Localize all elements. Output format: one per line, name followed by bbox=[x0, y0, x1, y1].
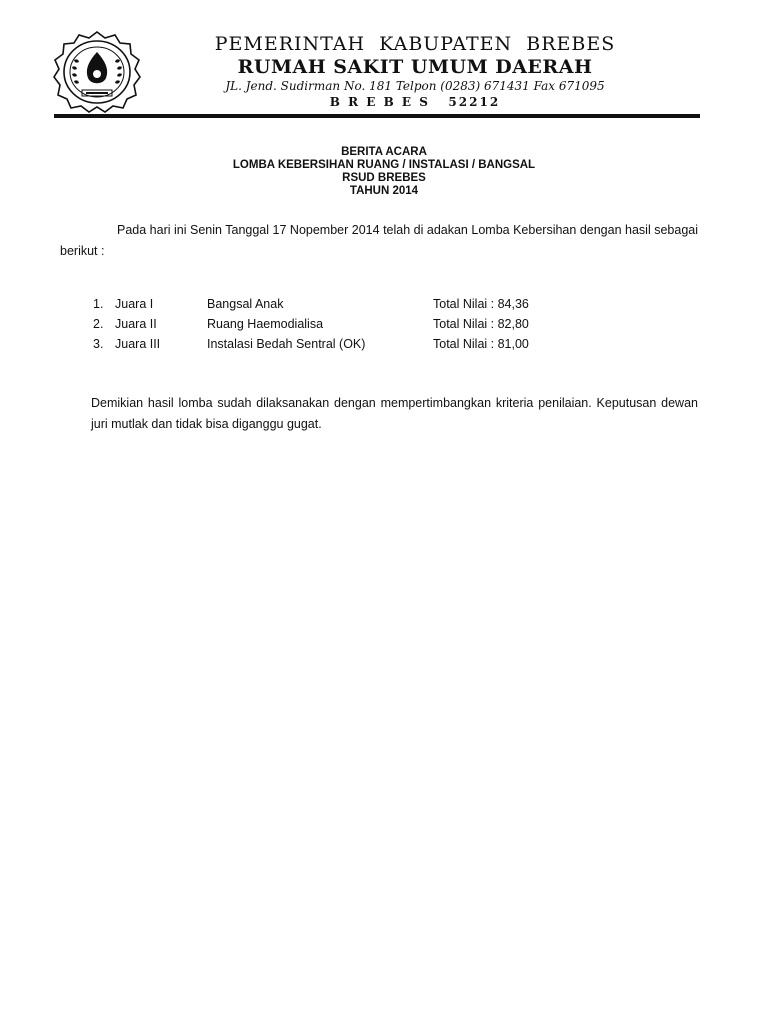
hospital-name: RUMAH SAKIT UMUM DAERAH bbox=[237, 56, 593, 78]
letterhead-text bbox=[160, 32, 670, 110]
result-score: Total Nilai : 81,00 bbox=[433, 337, 529, 351]
result-number: 2. bbox=[93, 317, 104, 331]
letterhead-divider bbox=[54, 114, 700, 118]
result-score: Total Nilai : 82,80 bbox=[433, 317, 529, 331]
document-title bbox=[0, 146, 768, 198]
result-rank: Juara II bbox=[115, 317, 157, 331]
results-list bbox=[93, 297, 653, 357]
result-rank: Juara III bbox=[115, 337, 161, 351]
title-line-4: TAHUN 2014 bbox=[349, 185, 419, 197]
government-name: PEMERINTAH KABUPATEN BREBES bbox=[214, 33, 616, 55]
title-line-2: LOMBA KEBERSIHAN RUANG / INSTALASI / BANGSAL bbox=[232, 159, 536, 171]
hospital-city: B R E B E S 52212 bbox=[329, 95, 501, 109]
result-place: Ruang Haemodialisa bbox=[207, 317, 324, 331]
title-line-1: BERITA ACARA bbox=[341, 146, 427, 158]
title-line-3: RSUD BREBES bbox=[342, 172, 426, 184]
result-number: 1. bbox=[93, 297, 104, 311]
result-rank: Juara I bbox=[115, 297, 154, 311]
result-number: 3. bbox=[93, 337, 104, 351]
closing-paragraph: Demikian hasil lomba sudah dilaksanakan dengan mempertimbangkan kriteria penilaian. Keputusan dewan juri mutlak dan tidak bisa diganggu gugat. bbox=[91, 396, 698, 431]
hospital-address: JL. Jend. Sudirman No. 181 Telpon (0283) 671431 Fax 671095 bbox=[225, 79, 605, 93]
letterhead bbox=[0, 0, 768, 120]
brebes-regency-emblem-icon bbox=[50, 30, 144, 114]
result-place: Instalasi Bedah Sentral (OK) bbox=[207, 337, 366, 351]
intro-paragraph: Pada hari ini Senin Tanggal 17 Nopember 2014 telah di adakan Lomba Kebersihan dengan hasil sebagai berikut : bbox=[60, 223, 698, 258]
result-place: Bangsal Anak bbox=[207, 297, 284, 311]
list-item bbox=[93, 317, 653, 337]
list-item bbox=[93, 297, 653, 317]
result-score: Total Nilai : 84,36 bbox=[433, 297, 529, 311]
list-item bbox=[93, 337, 653, 357]
